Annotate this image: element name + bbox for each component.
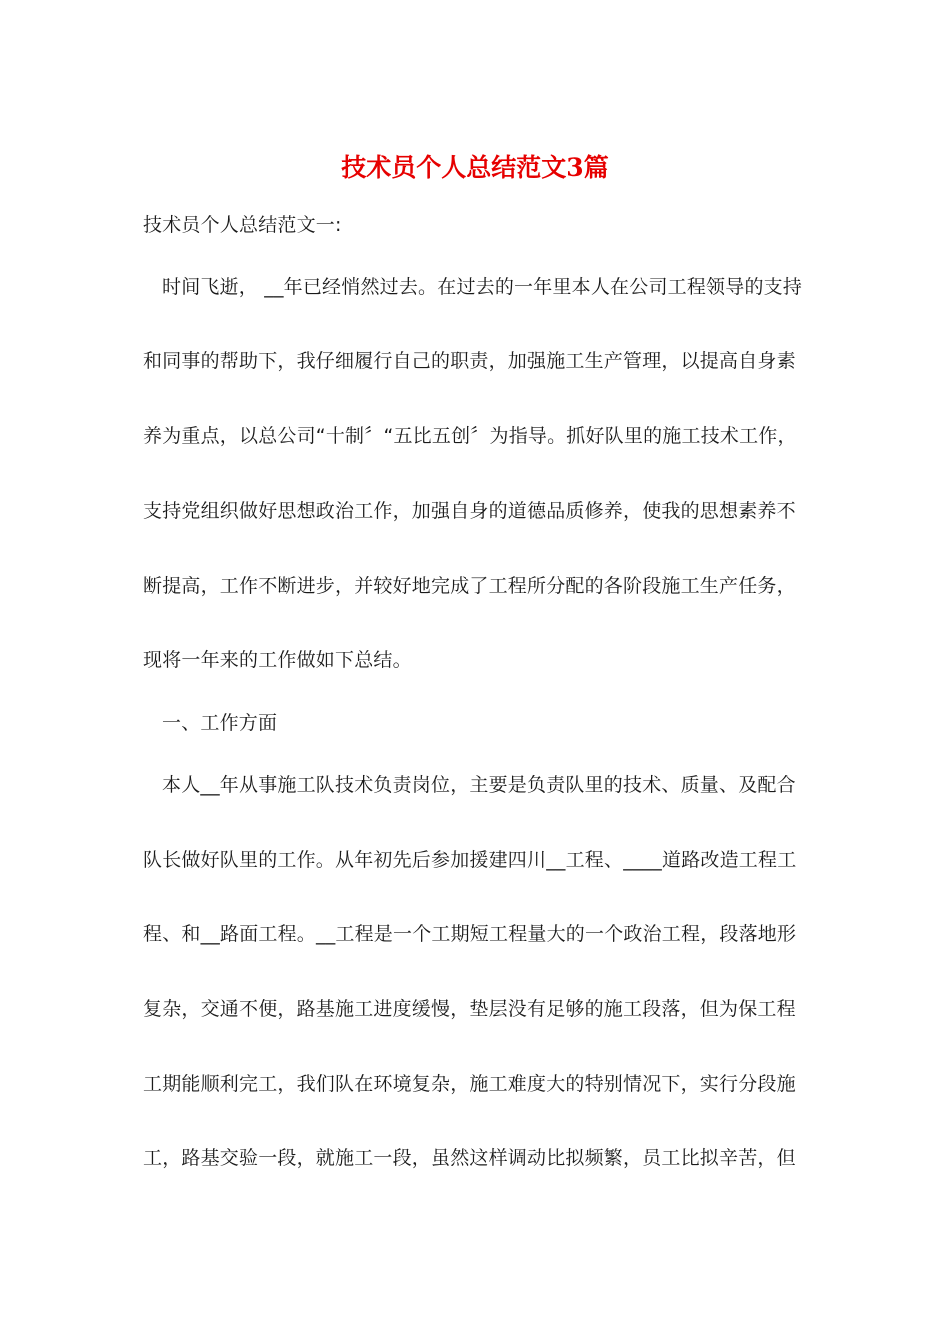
paragraph-line: 程、和__路面工程。__工程是一个工期短工程量大的一个政治工程，段落地形 [143,923,797,945]
paragraph-line: 时间飞逝， __年已经悄然过去。在过去的一年里本人在公司工程领导的支持 [162,276,803,298]
paragraph-line: 队长做好队里的工作。从年初先后参加援建四川__工程、____道路改造工程工 [143,849,797,871]
paragraph-line: 工期能顺利完工，我们队在环境复杂，施工难度大的特别情况下，实行分段施 [143,1073,796,1095]
paragraph-line: 支持党组织做好思想政治工作，加强自身的道德品质修养，使我的思想素养不 [143,500,796,522]
document-title: 技术员个人总结范文3篇 [341,153,609,182]
paragraph-line: 断提高，工作不断进步，并较好地完成了工程所分配的各阶段施工生产任务， [143,575,796,597]
paragraph-line: 复杂，交通不便，路基施工进度缓慢，垫层没有足够的施工段落，但为保工程 [143,998,796,1020]
paragraph-line: 本人__年从事施工队技术负责岗位，主要是负责队里的技术、质量、及配合 [162,774,796,796]
section-heading-one: 技术员个人总结范文一: [143,214,342,236]
subsection-heading: 一、工作方面 [162,712,278,734]
paragraph-line: 工，路基交验一段，就施工一段，虽然这样调动比拟频繁，员工比拟辛苦，但 [143,1147,796,1169]
paragraph-line: 和同事的帮助下，我仔细履行自己的职责，加强施工生产管理，以提高自身素 [143,350,796,372]
paragraph-line: 养为重点，以总公司“十制〞“五比五创〞为指导。抓好队里的施工技术工作， [143,425,797,447]
paragraph-line: 现将一年来的工作做如下总结。 [143,649,412,671]
